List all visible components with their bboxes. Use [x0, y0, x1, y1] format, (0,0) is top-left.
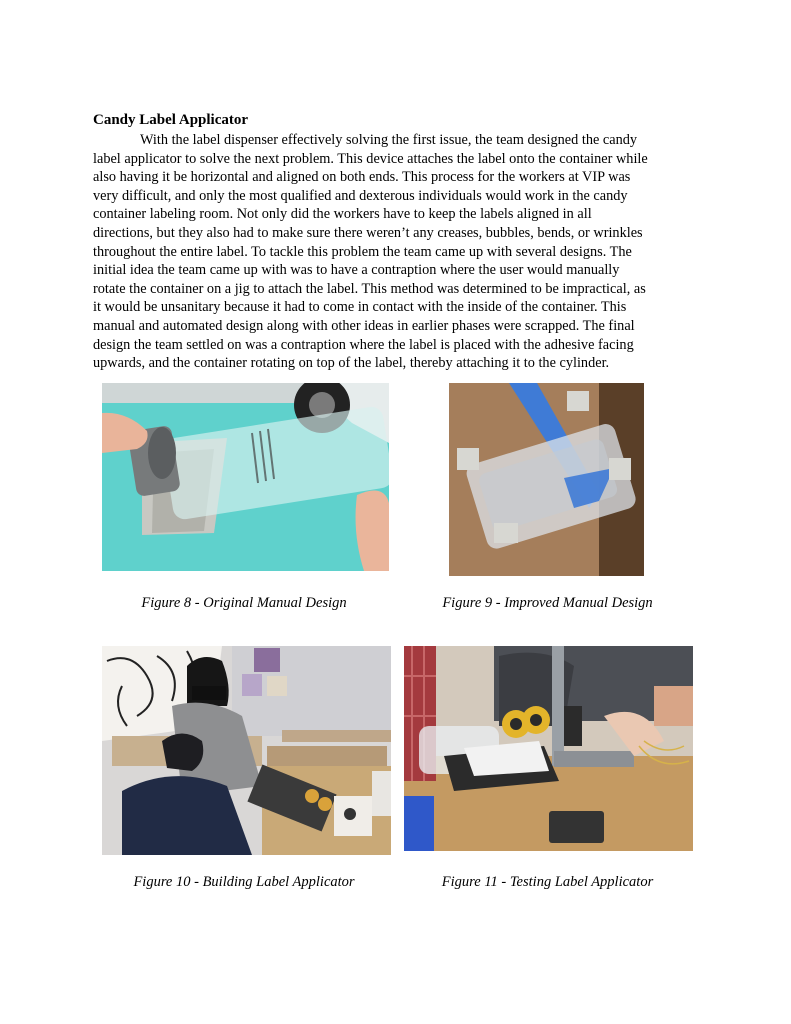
paragraph-line: rotate the container on a jig to attach the label. This method was determined to be impractical, as: [93, 280, 646, 297]
paragraph-line: label applicator to solve the next problem. This device attaches the label onto the container while: [93, 150, 648, 167]
paragraph-line: it would be unsanitary because it had to come in contact with the inside of the container. This: [93, 299, 627, 316]
paragraph-line: manual and automated design along with other ideas in earlier phases were scrapped. The final: [93, 317, 635, 334]
figure-8-caption: Figure 8 - Original Manual Design: [141, 595, 347, 611]
paragraph-line: directions, but they also had to make sure there weren’t any creases, bubbles, bends, or wrinkles: [93, 224, 643, 241]
paragraph-line: throughout the entire label. To tackle this problem the team came up with several designs. The: [93, 243, 632, 260]
figure-9-photo: [449, 383, 644, 576]
body-paragraph: [93, 131, 701, 373]
figure-11-caption: Figure 11 - Testing Label Applicator: [441, 874, 654, 890]
figure-11-photo: [404, 646, 693, 851]
paragraph-line: also having it be horizontal and aligned on both ends. This process for the workers at VIP was: [93, 169, 631, 186]
paragraph-line: initial idea the team came up with was to have a contraption where the user would manually: [93, 262, 620, 279]
paragraph-line: upwards, and the container rotating on top of the label, thereby attaching it to the cylinder.: [93, 355, 610, 372]
paragraph-line: very difficult, and only the most qualified and dexterous individuals would work in the candy: [93, 187, 628, 204]
paragraph-line: With the label dispenser effectively solving the first issue, the team designed the candy: [140, 132, 638, 148]
paragraph-line: design the team settled on was a contraption where the label is placed with the adhesive facing: [93, 336, 634, 353]
paragraph-line: container labeling room. Not only did the workers have to keep the labels aligned in all: [93, 206, 592, 223]
figure-10-caption: Figure 10 - Building Label Applicator: [133, 874, 355, 890]
section-heading: Candy Label Applicator: [93, 112, 249, 128]
figure-8-photo: [102, 383, 389, 571]
figure-10-photo: [102, 646, 391, 855]
figure-9-caption: Figure 9 - Improved Manual Design: [442, 595, 653, 611]
